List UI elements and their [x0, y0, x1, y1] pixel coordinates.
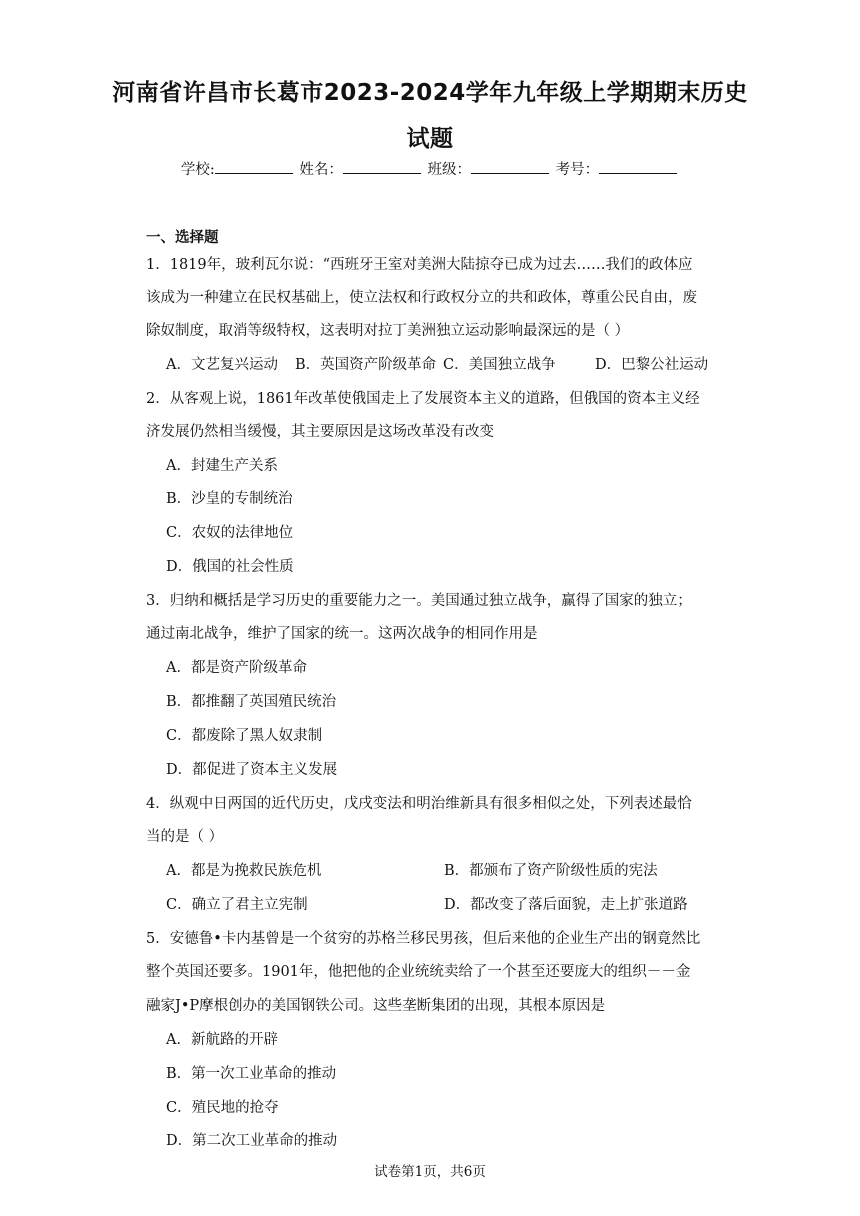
q3-option-a: A．都是资产阶级革命: [166, 660, 307, 676]
name-blank[interactable]: [343, 159, 421, 174]
exam-title-line2: 试题: [406, 126, 454, 152]
q4-option-b: B．都颁布了资产阶级性质的宪法: [444, 863, 658, 879]
q5-stem-line1: 5．安德鲁•卡内基曾是一个贫穷的苏格兰移民男孩，但后来他的企业生产出的钢竟然比: [146, 931, 701, 947]
q2-stem-line1: 2．从客观上说，1861年改革使俄国走上了发展资本主义的道路，但俄国的资本主义经: [146, 391, 700, 407]
q1-stem-line1: 1．1819年，玻利瓦尔说：“西班牙王室对美洲大陆掠夺已成为过去……我们的政体应: [146, 257, 693, 273]
q3-option-d: D．都促进了资本主义发展: [166, 762, 338, 778]
q4-option-c: C．确立了君主立宪制: [166, 897, 308, 913]
q4-stem-line1: 4．纵观中日两国的近代历史，戊戌变法和明治维新具有很多相似之处，下列表述最恰: [146, 796, 692, 812]
q5-option-c: C．殖民地的抢夺: [166, 1100, 279, 1116]
q2-option-a: A．封建生产关系: [166, 458, 278, 474]
q5-option-d: D．第二次工业革命的推动: [166, 1133, 338, 1149]
student-info-row: [0, 158, 860, 179]
q5-option-b: B．第一次工业革命的推动: [166, 1066, 337, 1082]
q4-option-d: D．都改变了落后面貌，走上扩张道路: [444, 897, 688, 913]
q1-stem-line3: 除奴制度，取消等级特权，这表明对拉丁美洲独立运动影响最深远的是（ ）: [146, 323, 630, 339]
q5-stem-line2: 整个英国还要多。1901年，他把他的企业统统卖给了一个甚至还要庞大的组织－－金: [146, 964, 691, 980]
q1-option-b: B．英国资产阶级革命: [295, 357, 437, 373]
q4-stem-line2: 当的是（ ）: [146, 829, 224, 845]
class-label: 班级：: [427, 162, 471, 178]
school-blank[interactable]: [215, 159, 293, 174]
q2-option-c: C．农奴的法律地位: [166, 525, 294, 541]
q3-stem-line2: 通过南北战争，维护了国家的统一。这两次战争的相同作用是: [146, 626, 538, 642]
q1-option-d: D．巴黎公社运动: [595, 357, 709, 373]
page-footer: 试卷第1页，共6页: [374, 1164, 486, 1180]
section-heading: 一、选择题: [146, 230, 219, 246]
q1-stem-line2: 该成为一种建立在民权基础上，使立法权和行政权分立的共和政体，尊重公民自由，废: [146, 290, 697, 306]
q2-option-b: B．沙皇的专制统治: [166, 491, 293, 507]
exam-no-blank[interactable]: [599, 159, 677, 174]
q5-option-a: A．新航路的开辟: [166, 1032, 278, 1048]
q2-option-d: D．俄国的社会性质: [166, 559, 294, 575]
q5-stem-line3: 融家J•P摩根创办的美国钢铁公司。这些垄断集团的出现，其根本原因是: [146, 998, 606, 1014]
q1-option-c: C．美国独立战争: [443, 357, 556, 373]
exam-no-label: 考号：: [555, 162, 600, 178]
q3-stem-line1: 3．归纳和概括是学习历史的重要能力之一。美国通过独立战争，赢得了国家的独立；: [146, 593, 692, 609]
q3-option-b: B．都推翻了英国殖民统治: [166, 694, 337, 710]
q2-stem-line2: 济发展仍然相当缓慢，其主要原因是这场改革没有改变: [146, 424, 494, 440]
exam-title-line1: 河南省许昌市长葛市2023-2024学年九年级上学期期末历史: [112, 80, 748, 106]
school-label: 学校:: [180, 162, 215, 178]
q4-option-a: A．都是为挽救民族危机: [166, 863, 322, 879]
class-blank[interactable]: [471, 159, 549, 174]
q3-option-c: C．都废除了黑人奴隶制: [166, 728, 323, 744]
q1-option-a: A．文艺复兴运动: [166, 357, 278, 373]
name-label: 姓名：: [299, 162, 343, 178]
